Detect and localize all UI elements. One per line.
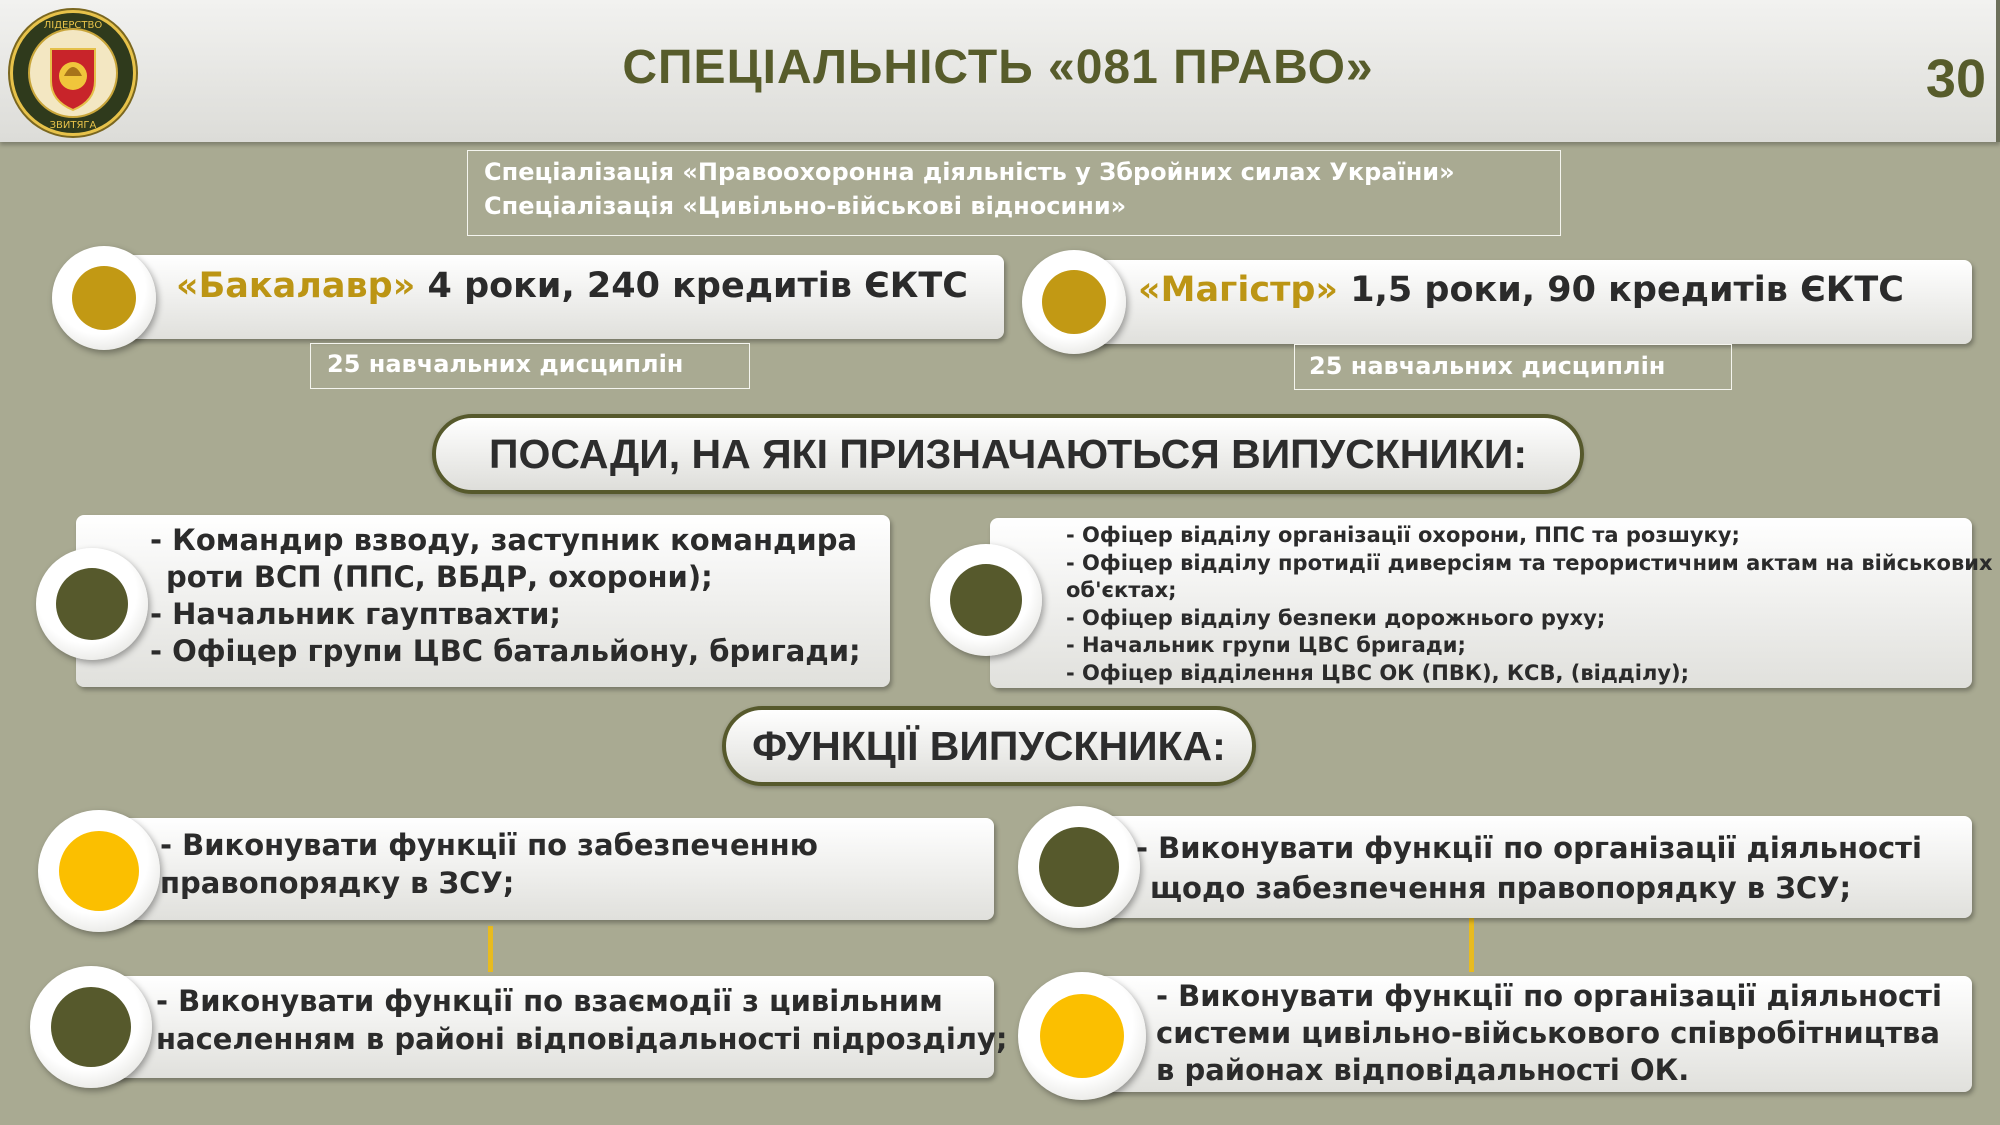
page-title: СПЕЦІАЛЬНІСТЬ «081 ПРАВО» [622,41,1374,94]
connector-line [488,926,493,972]
function-circle [1018,806,1140,928]
function-text [1136,828,1922,908]
function-line: в районах відповідальності ОК. [1156,1053,1690,1087]
master-text [1138,270,1904,310]
header-bar [0,0,2000,142]
olive-dot-icon [51,987,131,1067]
function-text [160,826,818,902]
function-line: правопорядку в ЗСУ; [160,866,515,900]
master-disciplines-box [1294,344,1732,390]
olive-dot-icon [1039,827,1119,907]
connector-line [1469,918,1474,972]
function-circle [30,966,152,1088]
master-circle [1022,250,1126,354]
positions-heading [432,414,1584,494]
position-item: - Офіцер відділу протидії диверсіям та терористичним актам на військових [1066,550,1993,575]
function-circle [38,810,160,932]
position-item: - Начальник гауптвахти; [150,597,561,631]
yellow-dot-icon [59,831,139,911]
yellow-dot-icon [1040,994,1124,1078]
function-text [1156,978,1942,1089]
svg-text:ЗВИТЯГА: ЗВИТЯГА [49,120,97,131]
position-item: - Офіцер групи ЦВС батальйону, бригади; [150,634,861,668]
bachelor-circle [52,246,156,350]
bachelor-degree-name: «Бакалавр» [176,266,416,306]
specialization-line: Спеціалізація «Правоохоронна діяльність у Збройних силах України» [484,158,1455,186]
position-item: - Офіцер відділення ЦВС ОК (ПВК), КСВ, (відділу); [1066,660,1690,685]
function-circle [1018,972,1146,1100]
bachelor-text [176,266,968,306]
positions-right-circle [930,544,1042,656]
positions-left-circle [36,548,148,660]
function-line: системи цивільно-військового співробітництва [1156,1016,1940,1050]
bachelor-disciplines: 25 навчальних дисциплін [327,350,684,378]
function-line: щодо забезпечення правопорядку в ЗСУ; [1150,871,1852,905]
position-item: роти ВСП (ППС, ВБДР, охорони); [166,560,713,594]
function-line: - Виконувати функції по організації діяльності [1136,831,1922,865]
master-disciplines: 25 навчальних дисциплін [1309,352,1666,380]
function-text [156,982,1008,1058]
master-degree-name: «Магістр» [1138,270,1339,310]
function-line: - Виконувати функції по організації діяльності [1156,979,1942,1013]
gold-dot-icon [1042,270,1106,334]
svg-text:ЛІДЕРСТВО: ЛІДЕРСТВО [43,20,103,31]
bachelor-disciplines-box [310,343,750,389]
position-item: - Офіцер відділу організації охорони, ППС та розшуку; [1066,523,1740,547]
function-line: - Виконувати функції по взаємодії з цивільним [156,984,943,1018]
function-line: - Виконувати функції по забезпеченню [160,828,818,862]
functions-heading [722,706,1256,786]
page-number: 30 [1925,49,1986,109]
olive-dot-icon [950,564,1022,636]
olive-dot-icon [56,568,128,640]
position-item: - Офіцер відділу безпеки дорожнього руху; [1066,605,1606,630]
functions-heading-text: ФУНКЦІЇ ВИПУСКНИКА: [752,723,1226,769]
bachelor-degree-details: 4 роки, 240 кредитів ЄКТС [415,266,968,306]
specializations-box [467,150,1561,236]
gold-dot-icon [72,266,136,330]
position-item: - Командир взводу, заступник командира [150,523,858,557]
position-item: об'єктах; [1066,578,1177,602]
specialization-line: Спеціалізація «Цивільно-військові відносини» [484,192,1127,220]
positions-heading-text: ПОСАДИ, НА ЯКІ ПРИЗНАЧАЮТЬСЯ ВИПУСКНИКИ: [488,431,1528,477]
function-line: населенням в районі відповідальності підрозділу; [156,1022,1008,1056]
master-degree-details: 1,5 роки, 90 кредитів ЄКТС [1338,270,1904,310]
position-item: - Начальник групи ЦВС бригади; [1066,633,1466,657]
positions-right-text [1066,522,1993,687]
positions-left-text [150,522,861,670]
